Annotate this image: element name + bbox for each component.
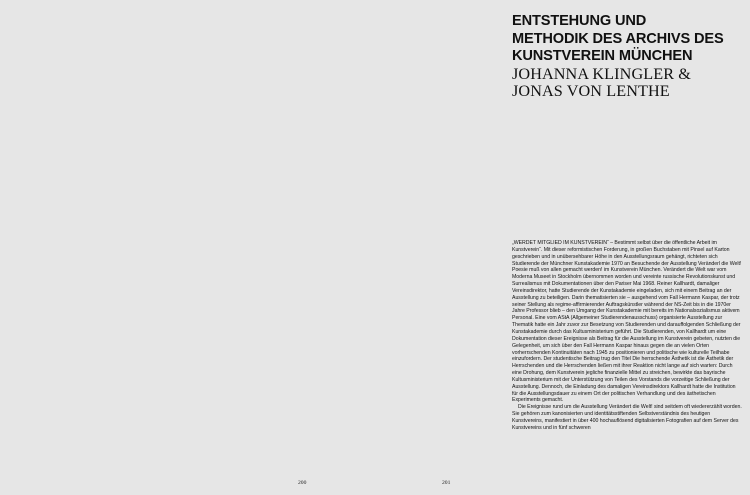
- right-page: [375, 0, 750, 495]
- title-line: KUNSTVEREIN MÜNCHEN: [512, 48, 693, 64]
- page-number-left: 200: [298, 480, 307, 486]
- author-line: JONAS VON LENTHE: [512, 82, 670, 100]
- title-line: METHODIK DES ARCHIVS DES: [512, 30, 724, 47]
- paragraph: Die Ereignisse rund um die Ausstellung Verändert die Welt! sind seitdem oft wiedererzählt worden. Sie gehören zum kanonisierten und identitätsstiftenden Selbstverständnis des heutigen Kunstvereins, manifestiert in über 400 hochauflösend digitalisierten Fotografien auf dem Server des Kunstvereins und in fünf schweren: [512, 404, 742, 431]
- author-line: JOHANNA KLINGLER &: [512, 64, 691, 83]
- paragraph: „WERDET MITGLIED IM KUNSTVEREIN“ – Bestimmt selbst über die öffentliche Arbeit im Kunstverein“. Mit dieser reformistischen Forderung, in großen Buchstaben mit Pinsel auf Karton geschrieben und in unübersehbarer Höhe in den Ausstellungsraum gehängt, richteten sich Studierende der Münchner Kunstakademie 1970 an Besuchende der Ausstellung Veränderl die Welt! Poesie muß von allen gemacht werden! im Kunstverein München. Verändert die Welt war vom Moderna Museet in Stockholm übernommen worden und vereinte russische Revolutionskunst und Surrealismus mit Dokumentationen über den Pariser Mai 1968. Reiner Kallhardt, damaliger Vereinsdirektor, hatte Studierende der Kunstakademie eingeladen, sich mit einem Beitrag an der Ausstellung zu beteiligen. Darin thematisierten sie – ausgehend vom Fall Hermann Kaspar, der trotz seiner Stellung als regime-affirmierender Auftragskünstler während der NS-Zeit bis in die 1970er Jahre Professor blieb – den Umgang der Kunstakademie mit bereits im Nationalsozialismus aktivem Personal. Eine vom AStA (Allgemeiner Studierendenausschuss) organisierte Ausstellung zur Thematik hatte ein Jahr zuvor zur Besetzung von Studierenden und darauffolgenden Schließung der Kunstakademie durch das Kultusministerium geführt. Die Studierenden, von Kallhardt um eine Dokumentation dieser Ereignisse als Beitrag für die Ausstellung im Kunstverein gebeten, nutzten die Gelegenheit, um sich über den Fall Hermann Kaspar hinaus gegen die an vielen Orten vorherrschenden Kontinuitäten nach 1945 zu positionieren und politische wie kulturelle Teilhabe einzufordern. Der studentische Beitrag trug den Titel Die herrschende Ästhetik ist die Ästhetik der Herrschenden und die Herrschenden ließen mit ihrer Reaktion nicht lange auf sich warten: Durch eine Drohung, dem Kunstverein jegliche finanzielle Mittel zu streichen, bewirkte das bayrische Kultusministerium mit der Unterstützung von Teilen des Vorstands die vorzeitige Schließung der Ausstellung. Dennoch, die Einladung des damaligen Vereinsdirektors Kallhardt hatte die Institution für die Ausstellungsdauer zu einem Ort der politischen Verhandlung und des ästhetischen Experiments gemacht.: [512, 240, 742, 404]
- body-text: [512, 240, 742, 432]
- chapter-heading: [512, 13, 744, 101]
- page-number-right: 201: [442, 480, 451, 486]
- title-line: ENTSTEHUNG UND: [512, 13, 647, 29]
